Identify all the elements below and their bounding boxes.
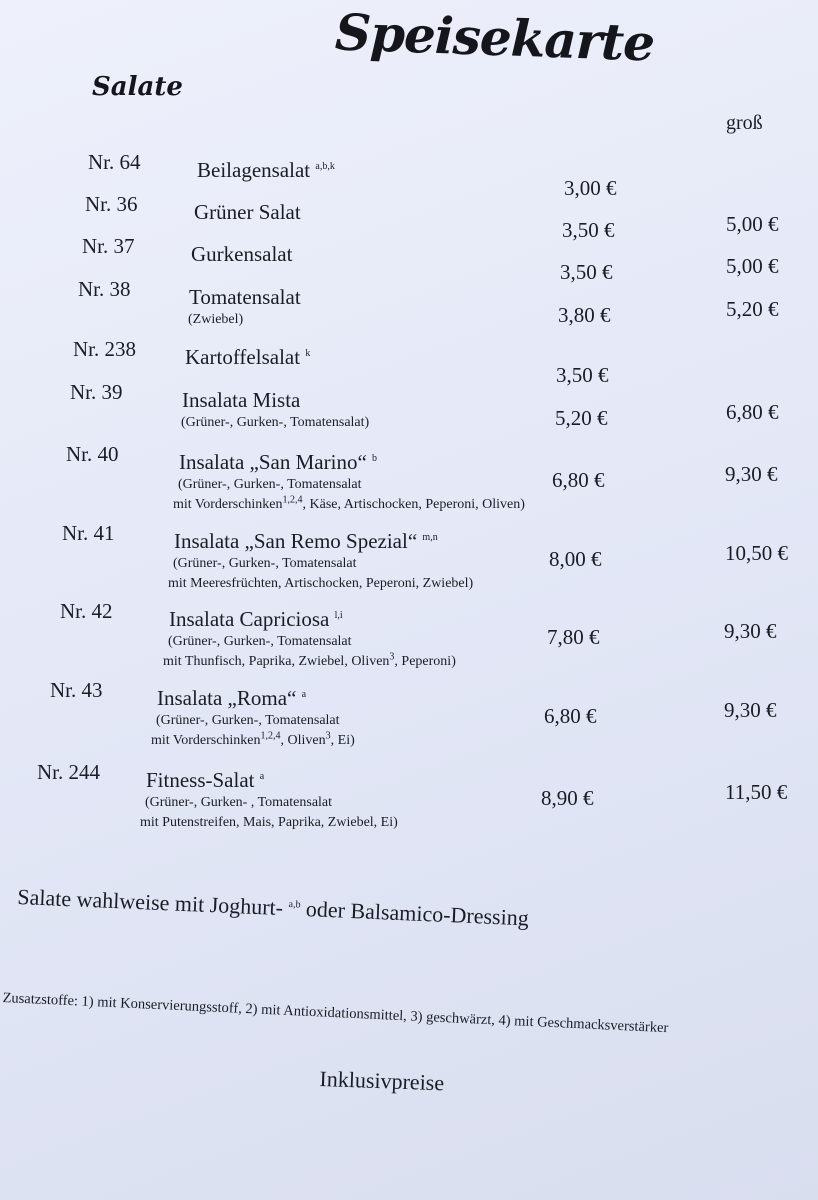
dressing-note-allergens: a,b [288,899,301,911]
item-number: Nr. 42 [60,599,113,623]
item-description-line-2 [168,574,473,594]
item-description-line-2 [140,813,398,833]
item-name [169,607,343,632]
item-description-text: mit Meeresfrüchten, Artischocken, Peperoni, Zwiebel) [168,576,474,591]
item-number: Nr. 64 [88,150,141,174]
item-price-regular: 3,50 € [560,260,613,284]
item-description-text: mit Vorderschinken [173,497,283,512]
item-price-regular: 5,20 € [555,406,608,430]
item-description-additives: 3 [389,651,395,663]
dressing-note [17,884,529,931]
item-price-regular: 3,80 € [558,303,611,327]
item-allergens: a [259,771,265,782]
item-description-text: , Oliven [280,733,326,748]
item-description-line-1: (Grüner-, Gurken-, Tomatensalat [156,713,340,728]
item-description-line-1: (Grüner-, Gurken-, Tomatensalat [168,634,352,649]
item-description-text: mit Putenstreifen, Mais, Paprika, Zwiebel, Ei) [140,815,398,830]
column-header-large: groß [726,112,763,134]
item-price-large: 9,30 € [725,462,778,486]
item-price-large: 9,30 € [724,619,777,643]
item-price-regular: 6,80 € [544,704,597,728]
item-price-regular: 8,00 € [549,547,602,571]
item-description-line-2 [151,731,355,751]
item-allergens: l,i [334,610,343,621]
item-description-text: mit Vorderschinken [151,733,261,748]
item-description-line-2 [163,652,456,672]
item-name-text: Insalata Capriciosa [169,607,330,631]
item-name [182,388,300,413]
item-name-text: Insalata „Roma“ [157,686,297,710]
item-price-large: 11,50 € [725,780,788,804]
item-description-additives: 3 [325,730,331,742]
item-name [189,285,301,310]
additives-footnote: Zusatzstoffe: 1) mit Konservierungsstoff, 2) mit Antioxidationsmittel, 3) geschwärzt, 4) mit Geschmacksverstärker [2,990,669,1037]
item-allergens: b [372,453,378,464]
item-name [185,345,310,370]
item-name-text: Beilagensalat [197,158,311,182]
item-price-regular: 8,90 € [541,786,594,810]
item-allergens: m,n [422,532,438,543]
item-number: Nr. 39 [70,380,123,404]
item-description-text: , Peperoni) [394,654,456,669]
item-number: Nr. 238 [73,337,136,361]
item-name-text: Grüner Salat [194,200,301,224]
item-name-text: Insalata „San Marino“ [179,450,367,474]
item-name-text: Tomatensalat [189,285,301,309]
item-name [157,686,306,711]
item-name-text: Fitness-Salat [146,768,255,792]
dressing-note-end: oder Balsamico-Dressing [305,896,530,931]
item-description-text: , Ei) [330,733,355,748]
item-price-large: 5,00 € [726,254,779,278]
item-price-regular: 3,00 € [564,176,617,200]
item-price-large: 5,20 € [726,297,779,321]
item-number: Nr. 36 [85,192,138,216]
item-name [194,200,301,225]
item-number: Nr. 38 [78,277,131,301]
item-price-large: 6,80 € [726,400,779,424]
item-number: Nr. 244 [37,760,100,784]
item-description-text: mit Thunfisch, Paprika, Zwiebel, Oliven [163,654,390,669]
item-price-regular: 7,80 € [547,625,600,649]
item-description-line-1: (Grüner-, Gurken- , Tomatensalat [145,795,333,810]
item-price-large: 9,30 € [724,698,777,722]
item-number: Nr. 40 [66,442,119,466]
item-description-line-1: (Grüner-, Gurken-, Tomatensalat [178,477,362,492]
item-number: Nr. 41 [62,521,115,545]
item-description-text: , Käse, Artischocken, Peperoni, Oliven) [302,497,525,512]
item-number: Nr. 37 [82,234,135,258]
item-allergens: a [301,689,307,700]
item-price-large: 5,00 € [726,212,779,236]
item-description-additives: 1,2,4 [260,730,281,742]
item-allergens: k [305,348,311,359]
menu-title: Speisekarte [334,2,656,73]
item-name [146,768,264,793]
item-name [197,158,335,183]
item-name [191,242,292,267]
item-price-large: 10,50 € [725,541,788,565]
item-name [174,529,438,554]
item-name-text: Insalata Mista [182,388,301,412]
item-name [179,450,377,475]
item-price-regular: 3,50 € [556,363,609,387]
section-heading-salads: Salate [92,72,183,102]
item-description-line-1: (Grüner-, Gurken-, Tomatensalat [173,556,357,571]
item-price-regular: 3,50 € [562,218,615,242]
item-description-line-2 [173,495,525,515]
item-description-line-1: (Zwiebel) [188,312,244,327]
item-name-text: Kartoffelsalat [185,345,301,369]
item-description-line-1: (Grüner-, Gurken-, Tomatensalat) [181,415,370,430]
item-name-text: Insalata „San Remo Spezial“ [174,529,418,553]
item-allergens: a,b,k [315,161,335,172]
item-number: Nr. 43 [50,678,103,702]
item-description-additives: 1,2,4 [282,494,303,506]
item-name-text: Gurkensalat [191,242,293,266]
inclusive-prices-note: Inklusivpreise [319,1066,445,1096]
dressing-note-start: Salate wahlweise mit Joghurt- [16,884,284,921]
item-price-regular: 6,80 € [552,468,605,492]
